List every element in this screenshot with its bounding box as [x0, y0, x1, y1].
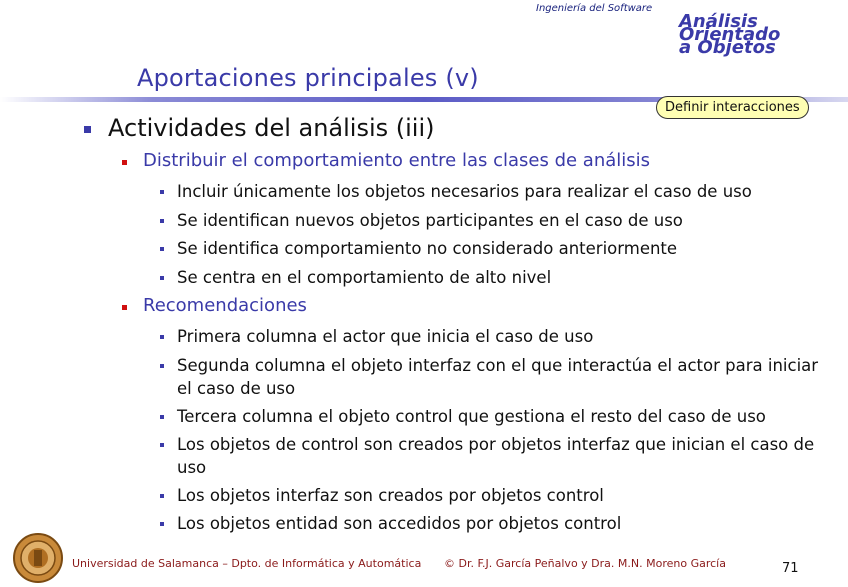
- list-item: Los objetos de control son creados por objetos interfaz que inician el caso de uso: [177, 435, 815, 477]
- bullet-icon: [160, 415, 164, 419]
- list-item: Se identifican nuevos objetos participantes en el caso de uso: [177, 211, 683, 230]
- footer-authors: © Dr. F.J. García Peñalvo y Dra. M.N. Moreno García: [444, 557, 726, 570]
- footer-university: Universidad de Salamanca – Dpto. de Informática y Automática: [72, 557, 422, 570]
- list-item: Los objetos entidad son accedidos por objetos control: [177, 514, 622, 533]
- course-header: [536, 2, 781, 58]
- list-item: Se identifica comportamiento no considerado anteriormente: [177, 239, 678, 258]
- bullet-icon: [160, 522, 164, 526]
- bullet-icon: [160, 335, 164, 339]
- topic-tag: Definir interacciones: [656, 96, 809, 119]
- slide-title: Aportaciones principales (v): [137, 64, 479, 92]
- list-item: Segunda columna el objeto interfaz con el que interactúa el actor para iniciar el caso de uso: [177, 356, 819, 398]
- course-line-2: Análisis Orientado a Objetos: [679, 11, 781, 58]
- list-item: Se centra en el comportamiento de alto nivel: [177, 268, 552, 287]
- section1-bullet-icon: [122, 160, 127, 165]
- section2-bullet-icon: [122, 305, 127, 310]
- list-item: Tercera columna el objeto control que gestiona el resto del caso de uso: [177, 407, 766, 426]
- level1-bullet-icon: [84, 126, 91, 133]
- bullet-icon: [160, 247, 164, 251]
- section1-heading: Distribuir el comportamiento entre las clases de análisis: [143, 150, 651, 171]
- bullet-icon: [160, 276, 164, 280]
- course-line-1: Ingeniería del Software: [536, 3, 653, 14]
- university-seal-icon: [12, 532, 64, 584]
- bullet-icon: [160, 443, 164, 447]
- list-item: Primera columna el actor que inicia el caso de uso: [177, 327, 594, 346]
- bullet-icon: [160, 219, 164, 223]
- level1-heading: Actividades del análisis (iii): [108, 114, 435, 142]
- bullet-icon: [160, 190, 164, 194]
- section2-heading: Recomendaciones: [143, 295, 307, 316]
- bullet-icon: [160, 494, 164, 498]
- list-item: Los objetos interfaz son creados por objetos control: [177, 486, 604, 505]
- bullet-icon: [160, 364, 164, 368]
- page-number: 71: [782, 561, 799, 576]
- list-item: Incluir únicamente los objetos necesarios para realizar el caso de uso: [177, 182, 752, 201]
